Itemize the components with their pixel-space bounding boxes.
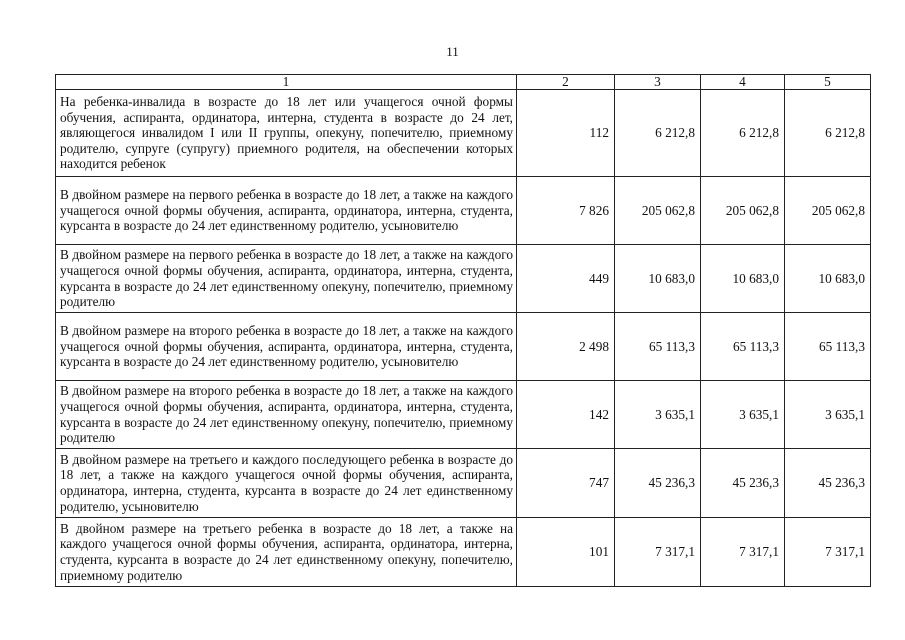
table-row xyxy=(56,177,871,245)
row-description: В двойном размере на второго ребенка в возрасте до 18 лет, а также на каждого учащегося очной формы обучения, аспиранта, ординатора, интерна, студента, курсанта в возрасте до 24 лет единственному родителю, усыновителю xyxy=(56,313,517,381)
amount-cell: 6 212,8 xyxy=(615,90,701,177)
count-cell: 142 xyxy=(517,381,615,449)
count-cell: 747 xyxy=(517,449,615,518)
amount-cell: 10 683,0 xyxy=(615,245,701,313)
amount-cell: 45 236,3 xyxy=(785,449,871,518)
count-cell: 101 xyxy=(517,518,615,587)
amount-cell: 205 062,8 xyxy=(701,177,785,245)
data-table xyxy=(55,74,871,587)
amount-cell: 10 683,0 xyxy=(785,245,871,313)
table-row xyxy=(56,313,871,381)
header-cell: 2 xyxy=(517,75,615,90)
header-cell: 4 xyxy=(701,75,785,90)
header-cell: 5 xyxy=(785,75,871,90)
header-row xyxy=(56,75,871,90)
count-cell: 2 498 xyxy=(517,313,615,381)
header-cell: 3 xyxy=(615,75,701,90)
amount-cell: 205 062,8 xyxy=(785,177,871,245)
row-description: В двойном размере на второго ребенка в возрасте до 18 лет, а также на каждого учащегося очной формы обучения, аспиранта, ординатора, интерна, студента, курсанта в возрасте до 24 лет единственному опекуну, попечителю, приемному родителю xyxy=(56,381,517,449)
amount-cell: 6 212,8 xyxy=(785,90,871,177)
amount-cell: 3 635,1 xyxy=(785,381,871,449)
amount-cell: 7 317,1 xyxy=(615,518,701,587)
row-description: В двойном размере на первого ребенка в возрасте до 18 лет, а также на каждого учащегося очной формы обучения, аспиранта, ординатора, интерна, студента, курсанта в возрасте до 24 лет единственному опекуну, попечителю, приемному родителю xyxy=(56,245,517,313)
count-cell: 7 826 xyxy=(517,177,615,245)
amount-cell: 3 635,1 xyxy=(701,381,785,449)
table-row xyxy=(56,245,871,313)
table-row xyxy=(56,518,871,587)
amount-cell: 3 635,1 xyxy=(615,381,701,449)
table-row xyxy=(56,449,871,518)
amount-cell: 65 113,3 xyxy=(615,313,701,381)
amount-cell: 7 317,1 xyxy=(785,518,871,587)
table-row xyxy=(56,90,871,177)
amount-cell: 205 062,8 xyxy=(615,177,701,245)
amount-cell: 6 212,8 xyxy=(701,90,785,177)
amount-cell: 7 317,1 xyxy=(701,518,785,587)
count-cell: 449 xyxy=(517,245,615,313)
row-description: В двойном размере на третьего ребенка в возрасте до 18 лет, а также на каждого учащегося очной формы обучения, аспиранта, ординатора, интерна, студента, курсанта в возрасте до 24 лет единственному опекуну, попечителю, приемному родителю xyxy=(56,518,517,587)
amount-cell: 65 113,3 xyxy=(701,313,785,381)
count-cell: 112 xyxy=(517,90,615,177)
amount-cell: 45 236,3 xyxy=(701,449,785,518)
amount-cell: 10 683,0 xyxy=(701,245,785,313)
amount-cell: 45 236,3 xyxy=(615,449,701,518)
page-number: 11 xyxy=(446,44,459,59)
row-description: На ребенка-инвалида в возрасте до 18 лет или учащегося очной формы обучения, аспиранта, ординатора, интерна, студента в возрасте до 24 лет, являющегося инвалидом I или II группы, опекуну, попечителю, приемному родителю, супруге (супругу) приемного родителя, на обеспечении которых находится ребенок xyxy=(56,90,517,177)
row-description: В двойном размере на третьего и каждого последующего ребенка в возрасте до 18 лет, а также на каждого учащегося очной формы обучения, аспиранта, ординатора, интерна, студента, курсанта в возрасте до 24 лет единственному родителю, усыновителю xyxy=(56,449,517,518)
header-cell: 1 xyxy=(56,75,517,90)
row-description: В двойном размере на первого ребенка в возрасте до 18 лет, а также на каждого учащегося очной формы обучения, аспиранта, ординатора, интерна, студента, курсанта в возрасте до 24 лет единственному родителю, усыновителю xyxy=(56,177,517,245)
table-row xyxy=(56,381,871,449)
amount-cell: 65 113,3 xyxy=(785,313,871,381)
